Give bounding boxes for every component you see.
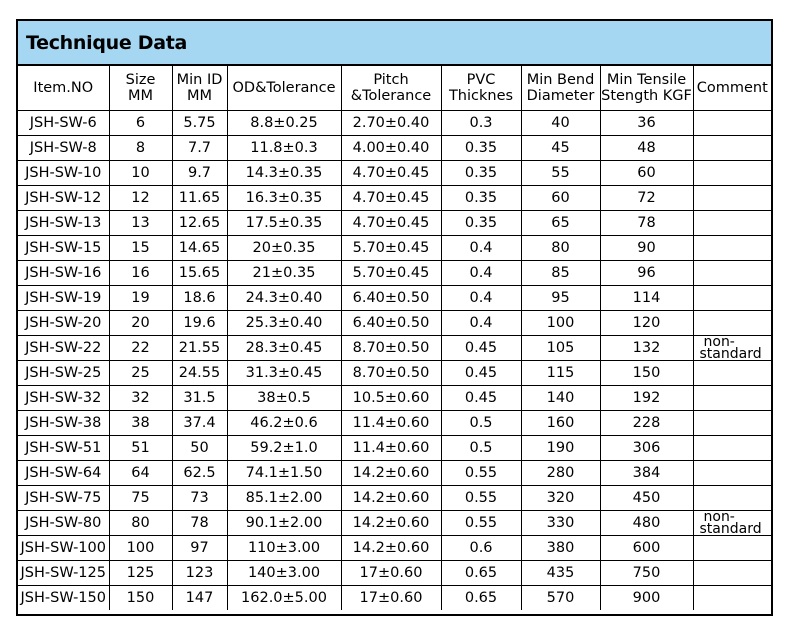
- cell-item-no: JSH-SW-6: [18, 111, 109, 136]
- cell-min-bend-diameter: 190: [521, 436, 600, 461]
- header-line: Size: [125, 72, 156, 88]
- cell-pitch-tolerance: 14.2±0.60: [341, 511, 441, 536]
- cell-pitch-tolerance: 11.4±0.60: [341, 411, 441, 436]
- cell-min-id-mm: 14.65: [172, 236, 227, 261]
- cell-pvc-thickness: 0.6: [441, 536, 521, 561]
- table-row: [18, 586, 771, 611]
- cell-comment: [693, 336, 771, 361]
- table-row: [18, 211, 771, 236]
- cell-pitch-tolerance: 5.70±0.45: [341, 236, 441, 261]
- cell-size-mm: 19: [109, 286, 172, 311]
- cell-min-tensile-strength: 114: [600, 286, 693, 311]
- cell-min-bend-diameter: 140: [521, 386, 600, 411]
- cell-min-tensile-strength: 120: [600, 311, 693, 336]
- cell-min-bend-diameter: 60: [521, 186, 600, 211]
- cell-od-tolerance: 25.3±0.40: [227, 311, 341, 336]
- cell-od-tolerance: 74.1±1.50: [227, 461, 341, 486]
- table-row: [18, 361, 771, 386]
- table-row: [18, 261, 771, 286]
- header-line: MM: [127, 88, 154, 104]
- cell-comment: [693, 236, 771, 261]
- cell-pvc-thickness: 0.35: [441, 136, 521, 161]
- cell-comment: [693, 136, 771, 161]
- cell-od-tolerance: 31.3±0.45: [227, 361, 341, 386]
- cell-pitch-tolerance: 4.00±0.40: [341, 136, 441, 161]
- comment-line: standard: [699, 521, 762, 536]
- cell-min-bend-diameter: 435: [521, 561, 600, 586]
- cell-min-tensile-strength: 78: [600, 211, 693, 236]
- cell-pvc-thickness: 0.4: [441, 286, 521, 311]
- cell-item-no: JSH-SW-10: [18, 161, 109, 186]
- cell-od-tolerance: 38±0.5: [227, 386, 341, 411]
- header-line: MM: [186, 88, 213, 104]
- header-line: Comment: [696, 80, 768, 96]
- cell-min-bend-diameter: 80: [521, 236, 600, 261]
- header-pitch-tolerance: [341, 66, 441, 111]
- cell-pitch-tolerance: 8.70±0.50: [341, 336, 441, 361]
- cell-item-no: JSH-SW-19: [18, 286, 109, 311]
- cell-min-tensile-strength: 96: [600, 261, 693, 286]
- cell-comment: [693, 161, 771, 186]
- cell-comment: [693, 311, 771, 336]
- cell-od-tolerance: 16.3±0.35: [227, 186, 341, 211]
- cell-pvc-thickness: 0.4: [441, 261, 521, 286]
- cell-min-id-mm: 78: [172, 511, 227, 536]
- cell-od-tolerance: 46.2±0.6: [227, 411, 341, 436]
- cell-od-tolerance: 59.2±1.0: [227, 436, 341, 461]
- cell-pitch-tolerance: 4.70±0.45: [341, 211, 441, 236]
- cell-size-mm: 13: [109, 211, 172, 236]
- cell-min-bend-diameter: 100: [521, 311, 600, 336]
- cell-item-no: JSH-SW-13: [18, 211, 109, 236]
- cell-min-bend-diameter: 160: [521, 411, 600, 436]
- cell-pvc-thickness: 0.45: [441, 361, 521, 386]
- cell-od-tolerance: 8.8±0.25: [227, 111, 341, 136]
- cell-min-tensile-strength: 600: [600, 536, 693, 561]
- cell-min-tensile-strength: 450: [600, 486, 693, 511]
- cell-item-no: JSH-SW-20: [18, 311, 109, 336]
- cell-size-mm: 38: [109, 411, 172, 436]
- cell-min-tensile-strength: 192: [600, 386, 693, 411]
- cell-size-mm: 125: [109, 561, 172, 586]
- cell-min-id-mm: 5.75: [172, 111, 227, 136]
- cell-pvc-thickness: 0.65: [441, 561, 521, 586]
- table-row: [18, 536, 771, 561]
- cell-pitch-tolerance: 4.70±0.45: [341, 186, 441, 211]
- title-bar: [18, 21, 771, 65]
- header-min-id-mm: [172, 66, 227, 111]
- cell-comment: [693, 286, 771, 311]
- cell-od-tolerance: 14.3±0.35: [227, 161, 341, 186]
- cell-comment: [693, 186, 771, 211]
- table-title: Technique Data: [26, 31, 188, 54]
- cell-min-id-mm: 7.7: [172, 136, 227, 161]
- cell-min-tensile-strength: 480: [600, 511, 693, 536]
- cell-size-mm: 10: [109, 161, 172, 186]
- cell-min-id-mm: 147: [172, 586, 227, 611]
- cell-pvc-thickness: 0.55: [441, 511, 521, 536]
- header-od-tolerance: [227, 66, 341, 111]
- cell-item-no: JSH-SW-16: [18, 261, 109, 286]
- table-row: [18, 486, 771, 511]
- cell-item-no: JSH-SW-51: [18, 436, 109, 461]
- cell-min-id-mm: 31.5: [172, 386, 227, 411]
- cell-item-no: JSH-SW-12: [18, 186, 109, 211]
- table-row: [18, 511, 771, 536]
- cell-min-id-mm: 12.65: [172, 211, 227, 236]
- cell-item-no: JSH-SW-32: [18, 386, 109, 411]
- comment-line: standard: [699, 346, 762, 361]
- cell-pitch-tolerance: 14.2±0.60: [341, 536, 441, 561]
- cell-size-mm: 6: [109, 111, 172, 136]
- cell-pvc-thickness: 0.35: [441, 211, 521, 236]
- cell-comment: [693, 461, 771, 486]
- table-body: [18, 111, 771, 611]
- cell-size-mm: 15: [109, 236, 172, 261]
- cell-pvc-thickness: 0.3: [441, 111, 521, 136]
- header-min-tensile-strength: [600, 66, 693, 111]
- technique-table: [18, 65, 771, 610]
- cell-comment: [693, 561, 771, 586]
- cell-comment: [693, 486, 771, 511]
- cell-min-id-mm: 9.7: [172, 161, 227, 186]
- cell-size-mm: 100: [109, 536, 172, 561]
- header-size-mm: [109, 66, 172, 111]
- cell-min-bend-diameter: 105: [521, 336, 600, 361]
- cell-od-tolerance: 162.0±5.00: [227, 586, 341, 611]
- table-row: [18, 436, 771, 461]
- cell-comment: [693, 261, 771, 286]
- cell-min-bend-diameter: 85: [521, 261, 600, 286]
- header-line: PVC: [466, 72, 496, 88]
- cell-comment: [693, 536, 771, 561]
- cell-min-id-mm: 18.6: [172, 286, 227, 311]
- cell-pitch-tolerance: 17±0.60: [341, 561, 441, 586]
- cell-min-id-mm: 97: [172, 536, 227, 561]
- cell-pvc-thickness: 0.55: [441, 461, 521, 486]
- header-line: Stength KGF: [601, 88, 692, 104]
- header-comment: [693, 66, 771, 111]
- cell-od-tolerance: 17.5±0.35: [227, 211, 341, 236]
- cell-od-tolerance: 21±0.35: [227, 261, 341, 286]
- header-item-no: [18, 66, 109, 111]
- cell-min-tensile-strength: 48: [600, 136, 693, 161]
- cell-item-no: JSH-SW-150: [18, 586, 109, 611]
- cell-size-mm: 32: [109, 386, 172, 411]
- cell-min-bend-diameter: 95: [521, 286, 600, 311]
- cell-min-tensile-strength: 132: [600, 336, 693, 361]
- cell-pvc-thickness: 0.45: [441, 386, 521, 411]
- cell-size-mm: 80: [109, 511, 172, 536]
- cell-pitch-tolerance: 17±0.60: [341, 586, 441, 611]
- cell-min-tensile-strength: 306: [600, 436, 693, 461]
- cell-pitch-tolerance: 6.40±0.50: [341, 286, 441, 311]
- cell-comment: [693, 361, 771, 386]
- header-min-bend-diameter: [521, 66, 600, 111]
- cell-comment: [693, 511, 771, 536]
- cell-min-bend-diameter: 65: [521, 211, 600, 236]
- cell-od-tolerance: 110±3.00: [227, 536, 341, 561]
- header-line: Min Bend: [526, 72, 595, 88]
- cell-min-id-mm: 21.55: [172, 336, 227, 361]
- cell-min-bend-diameter: 115: [521, 361, 600, 386]
- header-line: OD&Tolerance: [232, 80, 336, 96]
- table-row: [18, 461, 771, 486]
- table-row: [18, 111, 771, 136]
- cell-size-mm: 16: [109, 261, 172, 286]
- header-line: Pitch: [373, 72, 409, 88]
- table-row: [18, 136, 771, 161]
- cell-od-tolerance: 24.3±0.40: [227, 286, 341, 311]
- cell-item-no: JSH-SW-38: [18, 411, 109, 436]
- cell-min-tensile-strength: 72: [600, 186, 693, 211]
- cell-item-no: JSH-SW-64: [18, 461, 109, 486]
- cell-min-bend-diameter: 320: [521, 486, 600, 511]
- cell-min-id-mm: 73: [172, 486, 227, 511]
- cell-comment: [693, 586, 771, 611]
- table-row: [18, 386, 771, 411]
- cell-min-bend-diameter: 40: [521, 111, 600, 136]
- cell-pvc-thickness: 0.5: [441, 411, 521, 436]
- cell-min-tensile-strength: 150: [600, 361, 693, 386]
- cell-pitch-tolerance: 8.70±0.50: [341, 361, 441, 386]
- table-row: [18, 186, 771, 211]
- comment-line: non-: [703, 510, 735, 525]
- cell-min-id-mm: 50: [172, 436, 227, 461]
- cell-size-mm: 64: [109, 461, 172, 486]
- cell-min-bend-diameter: 380: [521, 536, 600, 561]
- cell-od-tolerance: 140±3.00: [227, 561, 341, 586]
- table-row: [18, 336, 771, 361]
- header-line: Thicknes: [448, 88, 514, 104]
- cell-min-bend-diameter: 280: [521, 461, 600, 486]
- cell-min-id-mm: 37.4: [172, 411, 227, 436]
- cell-comment: [693, 111, 771, 136]
- cell-od-tolerance: 11.8±0.3: [227, 136, 341, 161]
- cell-size-mm: 150: [109, 586, 172, 611]
- cell-min-bend-diameter: 45: [521, 136, 600, 161]
- cell-min-bend-diameter: 330: [521, 511, 600, 536]
- cell-min-tensile-strength: 228: [600, 411, 693, 436]
- cell-comment: [693, 436, 771, 461]
- comment-line: non-: [703, 335, 735, 350]
- cell-comment: [693, 411, 771, 436]
- cell-min-tensile-strength: 60: [600, 161, 693, 186]
- cell-item-no: JSH-SW-100: [18, 536, 109, 561]
- cell-od-tolerance: 90.1±2.00: [227, 511, 341, 536]
- cell-min-tensile-strength: 36: [600, 111, 693, 136]
- table-row: [18, 311, 771, 336]
- cell-size-mm: 22: [109, 336, 172, 361]
- cell-min-id-mm: 123: [172, 561, 227, 586]
- cell-pvc-thickness: 0.35: [441, 161, 521, 186]
- header-row: [18, 66, 771, 111]
- header-line: Min Tensile: [606, 72, 687, 88]
- cell-item-no: JSH-SW-25: [18, 361, 109, 386]
- technique-data-sheet: [16, 19, 773, 616]
- cell-min-id-mm: 62.5: [172, 461, 227, 486]
- cell-item-no: JSH-SW-80: [18, 511, 109, 536]
- table-row: [18, 561, 771, 586]
- cell-size-mm: 51: [109, 436, 172, 461]
- cell-min-tensile-strength: 384: [600, 461, 693, 486]
- cell-od-tolerance: 20±0.35: [227, 236, 341, 261]
- cell-od-tolerance: 85.1±2.00: [227, 486, 341, 511]
- cell-pitch-tolerance: 6.40±0.50: [341, 311, 441, 336]
- cell-pvc-thickness: 0.5: [441, 436, 521, 461]
- cell-comment: [693, 211, 771, 236]
- cell-pvc-thickness: 0.4: [441, 311, 521, 336]
- cell-min-bend-diameter: 570: [521, 586, 600, 611]
- cell-pvc-thickness: 0.65: [441, 586, 521, 611]
- cell-min-id-mm: 24.55: [172, 361, 227, 386]
- cell-pvc-thickness: 0.45: [441, 336, 521, 361]
- cell-size-mm: 8: [109, 136, 172, 161]
- cell-pitch-tolerance: 4.70±0.45: [341, 161, 441, 186]
- cell-min-id-mm: 15.65: [172, 261, 227, 286]
- cell-pvc-thickness: 0.55: [441, 486, 521, 511]
- cell-size-mm: 12: [109, 186, 172, 211]
- header-pvc-thickness: [441, 66, 521, 111]
- cell-min-id-mm: 19.6: [172, 311, 227, 336]
- cell-pitch-tolerance: 2.70±0.40: [341, 111, 441, 136]
- cell-item-no: JSH-SW-125: [18, 561, 109, 586]
- table-row: [18, 286, 771, 311]
- cell-min-tensile-strength: 750: [600, 561, 693, 586]
- header-line: Item.NO: [33, 80, 94, 96]
- cell-item-no: JSH-SW-8: [18, 136, 109, 161]
- cell-pitch-tolerance: 11.4±0.60: [341, 436, 441, 461]
- cell-min-tensile-strength: 90: [600, 236, 693, 261]
- cell-od-tolerance: 28.3±0.45: [227, 336, 341, 361]
- header-line: &Tolerance: [350, 88, 432, 104]
- cell-pitch-tolerance: 5.70±0.45: [341, 261, 441, 286]
- cell-pvc-thickness: 0.35: [441, 186, 521, 211]
- cell-min-id-mm: 11.65: [172, 186, 227, 211]
- cell-size-mm: 25: [109, 361, 172, 386]
- cell-pvc-thickness: 0.4: [441, 236, 521, 261]
- cell-pitch-tolerance: 14.2±0.60: [341, 461, 441, 486]
- cell-pitch-tolerance: 10.5±0.60: [341, 386, 441, 411]
- header-line: Min ID: [176, 72, 223, 88]
- header-line: Diameter: [526, 88, 595, 104]
- cell-item-no: JSH-SW-15: [18, 236, 109, 261]
- cell-size-mm: 20: [109, 311, 172, 336]
- cell-min-bend-diameter: 55: [521, 161, 600, 186]
- cell-item-no: JSH-SW-22: [18, 336, 109, 361]
- cell-size-mm: 75: [109, 486, 172, 511]
- cell-min-tensile-strength: 900: [600, 586, 693, 611]
- cell-item-no: JSH-SW-75: [18, 486, 109, 511]
- table-row: [18, 236, 771, 261]
- cell-pitch-tolerance: 14.2±0.60: [341, 486, 441, 511]
- table-row: [18, 411, 771, 436]
- table-row: [18, 161, 771, 186]
- cell-comment: [693, 386, 771, 411]
